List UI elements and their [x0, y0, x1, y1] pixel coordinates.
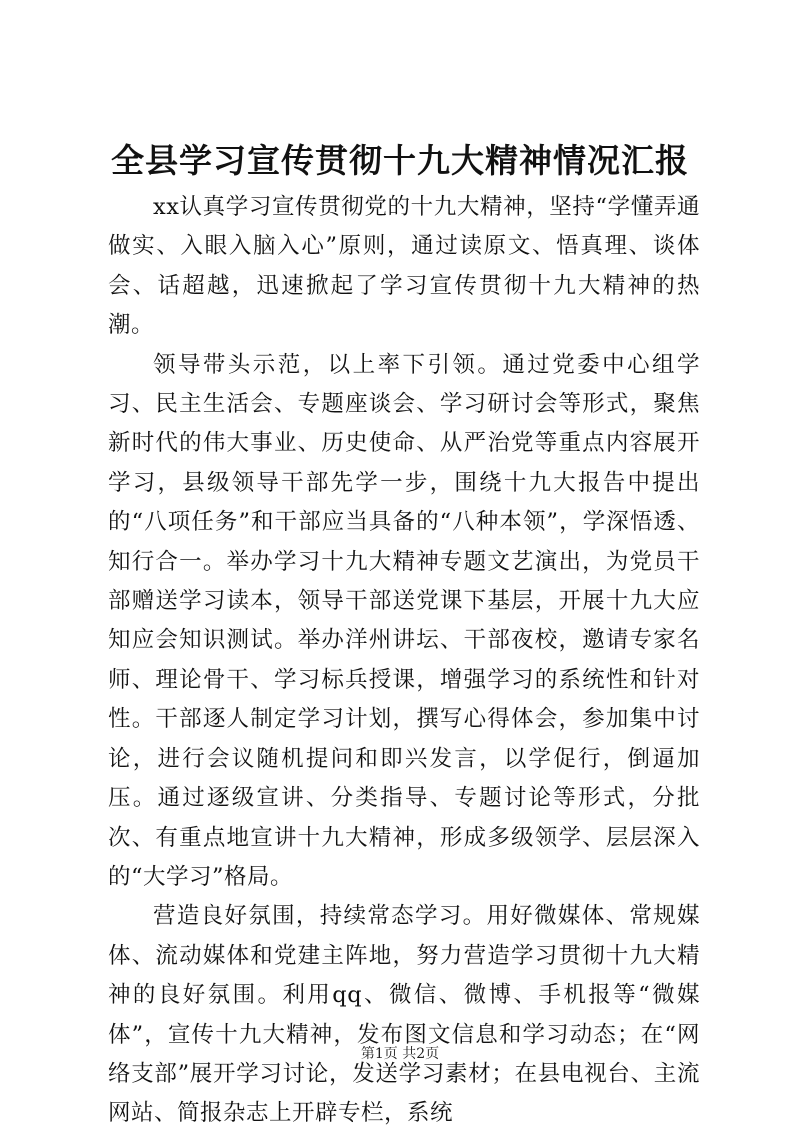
document-title: 全县学习宣传贯彻十九大精神情况汇报: [111, 141, 689, 180]
paragraph-leadership: 领导带头示范，以上率下引领。通过党委中心组学习、民主生活会、专题座谈会、学习研讨会等形式，聚焦新时代的伟大事业、历史使命、从严治党等重点内容展开学习，县级领导干部先学一步，围绕十九大报告中提出的“八项任务”和干部应当具备的“八种本领”，学深悟透、知行合一。举办学习十九大精神专题文艺演出，为党员干部赠送学习读本，领导干部送党课下基层，开展十九大应知应会知识测试。举办洋州讲坛、干部夜校，邀请专家名师、理论骨干、学习标兵授课，增强学习的系统性和针对性。干部逐人制定学习计划，撰写心得体会，参加集中讨论，进行会议随机提问和即兴发言，以学促行，倒逼加压。通过逐级宣讲、分类指导、专题讨论等形式，分批次、有重点地宣讲十九大精神，形成多级领学、层层深入的“大学习”格局。: [108, 351, 700, 890]
paragraph-atmosphere: 营造良好氛围，持续常态学习。用好微媒体、常规媒体、流动媒体和党建主阵地，努力营造学习贯彻十九大精神的良好氛围。利用qq、微信、微博、手机报等“微媒体”，宣传十九大精神，发布图文信息和学习动态；在“网络支部”展开学习讨论，发送学习素材；在县电视台、主流网站、简报杂志上开辟专栏，系统: [108, 903, 700, 1127]
paragraph-intro: xx认真学习宣传贯彻党的十九大精神，坚持“学懂弄通做实、入眼入脑入心”原则，通过读原文、悟真理、谈体会、话超越，迅速掀起了学习宣传贯彻十九大精神的热潮。: [108, 194, 700, 339]
page-footer: 第1页 共2页: [360, 1046, 440, 1062]
document-body: [108, 188, 700, 1134]
